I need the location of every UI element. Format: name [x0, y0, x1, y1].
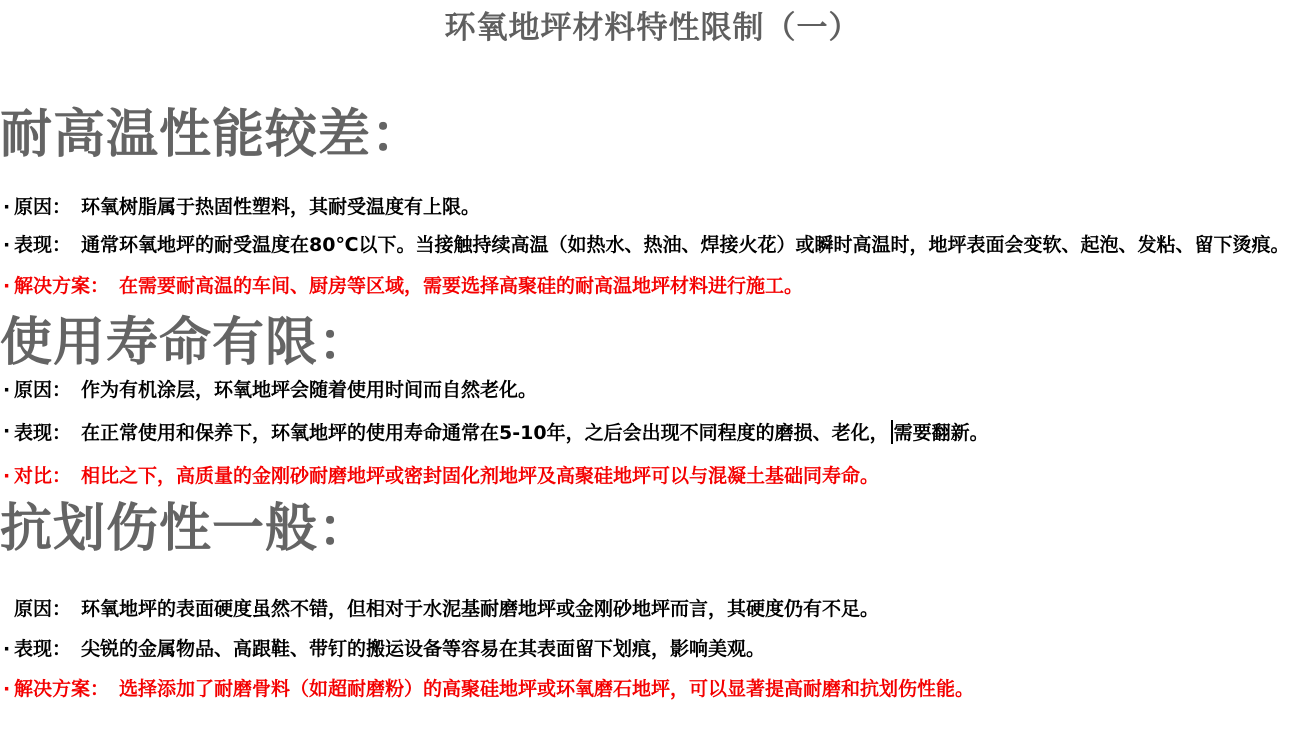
item-text: 在正常使用和保养下，环氧地坪的使用寿命通常在5-10年，之后会出现不同程度的磨损、老化， [81, 422, 889, 444]
item-label: 对比： [14, 465, 72, 487]
bullet-dot: · [3, 638, 11, 660]
bullet-item-comparison [0, 465, 1305, 488]
slide-title: 环氧地坪材料特性限制（一） [444, 10, 861, 46]
item-text: 环氧树脂属于热固性塑料，其耐受温度有上限。 [81, 196, 481, 218]
item-text: 需要翻新。 [893, 422, 989, 444]
item-text: 通常环氧地坪的耐受温度在80℃以下。当接触持续高温（如热水、热油、焊接火花）或瞬时高温时，地坪表面会变软、起泡、发粘、留下烫痕。 [81, 234, 1290, 256]
item-text: 尖锐的金属物品、高跟鞋、带钉的搬运设备等容易在其表面留下划痕，影响美观。 [81, 638, 766, 660]
bullet-dot: · [3, 678, 11, 700]
item-text: 选择添加了耐磨骨料（如超耐磨粉）的高聚硅地坪或环氧磨石地坪，可以显著提高耐磨和抗划伤性能。 [119, 678, 975, 700]
item-text: 相比之下，高质量的金刚砂耐磨地坪或密封固化剂地坪及高聚硅地坪可以与混凝土基础同寿命。 [81, 465, 880, 487]
item-label: 表现： [14, 422, 72, 444]
item-label: 解决方案： [14, 275, 110, 297]
bullet-item-cause [0, 196, 1305, 219]
bullet-dot: · [3, 420, 11, 442]
item-label: 原因： [14, 196, 72, 218]
bullet-dot: · [3, 275, 11, 297]
bullet-item-symptom [0, 234, 1305, 257]
item-text: 环氧地坪的表面硬度虽然不错，但相对于水泥基耐磨地坪或金刚砂地坪而言，其硬度仍有不足。 [81, 598, 880, 620]
item-label: 表现： [14, 638, 72, 660]
item-label: 表现： [14, 234, 72, 256]
section-heading-heat-resistance: 耐高温性能较差： [0, 105, 425, 165]
bullet-dot: · [3, 234, 11, 256]
item-text: 在需要耐高温的车间、厨房等区域，需要选择高聚硅的耐高温地坪材料进行施工。 [119, 275, 804, 297]
bullet-item-symptom [0, 420, 1305, 445]
bullet-dot: · [3, 196, 11, 218]
bullet-item-cause [0, 379, 1305, 402]
bullet-dot: · [3, 465, 11, 487]
bullet-dot: · [3, 379, 11, 401]
bullet-item-symptom [0, 638, 1305, 661]
bullet-item-cause [0, 598, 1305, 621]
item-label: 解决方案： [14, 678, 110, 700]
item-label: 原因： [14, 379, 72, 401]
text-cursor[interactable] [891, 420, 893, 444]
bullet-item-solution [0, 275, 1305, 298]
bullet-item-solution [0, 678, 1305, 701]
item-text: 作为有机涂层，环氧地坪会随着使用时间而自然老化。 [81, 379, 538, 401]
section-heading-service-life: 使用寿命有限： [0, 313, 372, 373]
item-label: 原因： [14, 598, 72, 620]
section-heading-scratch-resistance: 抗划伤性一般： [0, 499, 372, 559]
